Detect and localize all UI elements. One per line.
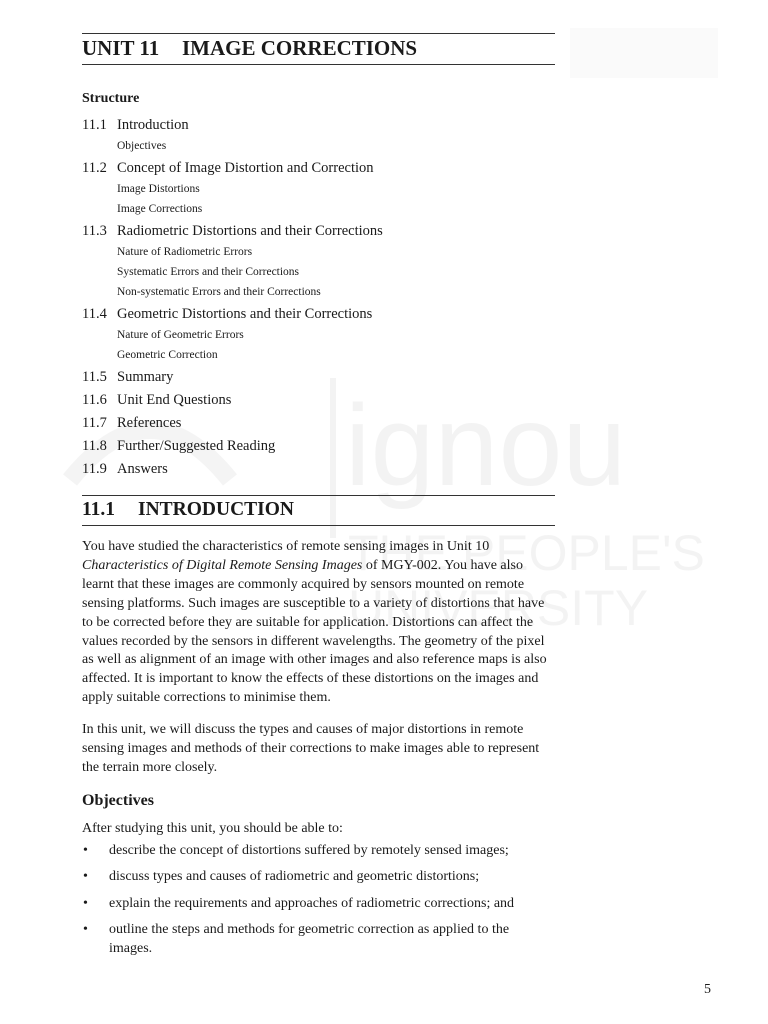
toc-item-number: 11.2 bbox=[82, 160, 107, 176]
section-number: 11.1 bbox=[82, 499, 116, 520]
bullet-icon: • bbox=[83, 843, 88, 858]
structure-heading: Structure bbox=[82, 91, 140, 106]
toc-item-label: Further/Suggested Reading bbox=[117, 438, 276, 454]
toc-subitem-label: Nature of Geometric Errors bbox=[117, 329, 244, 341]
toc-item-label: Introduction bbox=[117, 117, 189, 133]
toc-item-number: 11.8 bbox=[82, 438, 107, 454]
objective-text: discuss types and causes of radiometric and geometric distortions; bbox=[109, 869, 480, 885]
toc-subitem bbox=[82, 284, 555, 304]
intro-paragraph-1-lead: You have studied the characteristics of remote sensing images in Unit 10 bbox=[82, 539, 490, 554]
toc-item bbox=[82, 436, 555, 459]
toc-item-label: Unit End Questions bbox=[117, 392, 232, 408]
toc-item-label: Concept of Image Distortion and Correction bbox=[117, 160, 374, 176]
toc-subitem bbox=[82, 264, 555, 284]
toc-item-label: References bbox=[117, 415, 182, 431]
objectives-list bbox=[82, 842, 555, 966]
toc-subitem bbox=[82, 181, 555, 201]
intro-paragraph-1-italic: Characteristics of Digital Remote Sensing Images bbox=[82, 557, 363, 573]
objective-item bbox=[82, 842, 555, 861]
intro-paragraph-1 bbox=[82, 538, 555, 708]
toc-subitem-label: Geometric Correction bbox=[117, 349, 218, 361]
toc-subitem-label: Non-systematic Errors and their Corrections bbox=[117, 286, 321, 298]
toc-item-number: 11.4 bbox=[82, 306, 107, 322]
unit-number: UNIT 11 bbox=[82, 36, 160, 60]
toc-item-number: 11.3 bbox=[82, 223, 107, 239]
unit-title: IMAGE CORRECTIONS bbox=[182, 36, 418, 60]
objective-item bbox=[82, 868, 555, 887]
toc-subitem-label: Nature of Radiometric Errors bbox=[117, 246, 253, 258]
intro-paragraph-1-rest: of MGY-002. You have also learnt that these images are commonly acquired by sensors mounted on remote sensing platforms. Such images are susceptible to a variety of distortions that have to be corrected before they are suitable for application. Distortions can affect the values recorded by the sensors in different wavelengths. The geometry of the pixel as well as alignment of an image with other images and also reference maps is also affected. It is important to know the effects of these distortions on the images and apply suitable corrections to minimise them. bbox=[82, 557, 547, 706]
toc-item bbox=[82, 304, 555, 327]
toc-subitem bbox=[82, 201, 555, 221]
table-of-contents bbox=[82, 115, 555, 482]
page-number: 5 bbox=[704, 982, 711, 997]
toc-subitem bbox=[82, 244, 555, 264]
toc-item bbox=[82, 158, 555, 181]
objective-text: describe the concept of distortions suffered by remotely sensed images; bbox=[109, 843, 509, 858]
introduction-heading-bar bbox=[82, 495, 555, 526]
toc-item-number: 11.5 bbox=[82, 369, 107, 385]
toc-subitem-label: Objectives bbox=[117, 140, 167, 152]
toc-item-label: Radiometric Distortions and their Corrections bbox=[117, 223, 383, 239]
objective-text: explain the requirements and approaches of radiometric corrections; and bbox=[109, 895, 515, 911]
toc-subitem bbox=[82, 327, 555, 347]
toc-item-label: Geometric Distortions and their Corrections bbox=[117, 306, 373, 322]
objective-item bbox=[82, 921, 555, 959]
toc-subitem-label: Image Distortions bbox=[117, 183, 200, 195]
unit-title-bar bbox=[82, 33, 555, 65]
toc-item-label: Summary bbox=[117, 369, 174, 385]
toc-subitem-label: Systematic Errors and their Corrections bbox=[117, 266, 300, 278]
bullet-icon: • bbox=[83, 869, 88, 885]
toc-item bbox=[82, 367, 555, 390]
toc-item bbox=[82, 459, 555, 482]
toc-subitem-label: Image Corrections bbox=[117, 203, 203, 215]
toc-item bbox=[82, 115, 555, 138]
corner-shade bbox=[570, 28, 718, 78]
intro-paragraph-2: In this unit, we will discuss the types and causes of major distortions in remote sensing images and methods of their corrections to make images able to represent the terrain more closely. bbox=[82, 722, 540, 775]
objective-text: outline the steps and methods for geometric correction as applied to the images. bbox=[109, 921, 510, 956]
section-title: INTRODUCTION bbox=[138, 499, 295, 520]
toc-item-number: 11.9 bbox=[82, 461, 107, 477]
toc-item bbox=[82, 390, 555, 413]
toc-item bbox=[82, 221, 555, 244]
bullet-icon: • bbox=[83, 895, 88, 911]
objectives-heading: Objectives bbox=[82, 792, 154, 809]
objectives-intro: After studying this unit, you should be able to: bbox=[82, 821, 343, 836]
toc-subitem bbox=[82, 138, 555, 158]
toc-item-label: Answers bbox=[117, 461, 168, 477]
bullet-icon: • bbox=[83, 921, 88, 937]
toc-item bbox=[82, 413, 555, 436]
objective-item bbox=[82, 895, 555, 914]
toc-item-number: 11.6 bbox=[82, 392, 107, 408]
toc-item-number: 11.1 bbox=[82, 117, 107, 133]
toc-subitem bbox=[82, 347, 555, 367]
toc-item-number: 11.7 bbox=[82, 415, 107, 431]
